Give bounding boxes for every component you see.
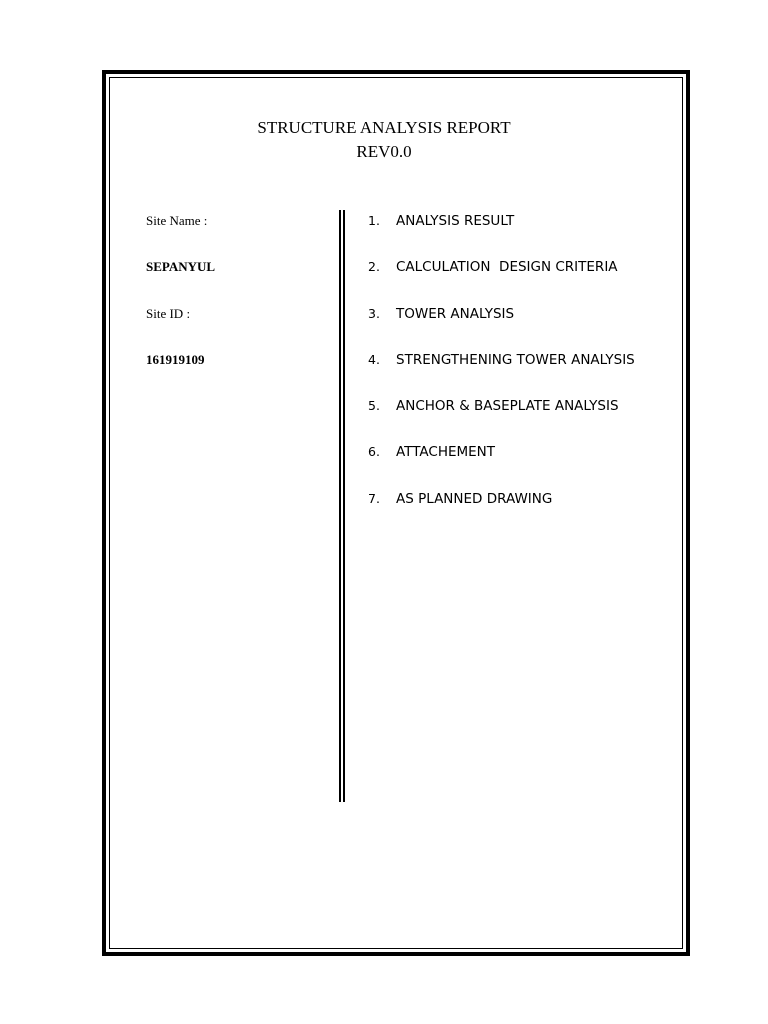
list-item-text: CALCULATION DESIGN CRITERIA — [396, 259, 618, 276]
list-item-number: 2. — [368, 259, 380, 275]
site-id-value: 161919109 — [146, 352, 205, 367]
list-item — [368, 490, 553, 536]
page-border-inner — [109, 77, 683, 949]
list-item — [368, 397, 619, 443]
report-revision: REV0.0 — [356, 142, 412, 161]
site-name-label: Site Name : — [146, 213, 208, 228]
list-item — [368, 351, 635, 397]
list-item — [368, 258, 618, 304]
list-item — [368, 212, 515, 258]
list-item-number: 6. — [368, 444, 380, 460]
page-border — [102, 70, 690, 956]
list-item-text: AS PLANNED DRAWING — [396, 490, 553, 507]
list-item-number: 3. — [368, 305, 380, 321]
column-divider — [339, 210, 345, 802]
contents-list — [368, 212, 635, 536]
list-item-text: TOWER ANALYSIS — [396, 305, 515, 322]
list-item — [368, 305, 515, 351]
list-item-text: STRENGTHENING TOWER ANALYSIS — [396, 351, 635, 368]
list-item-text: ATTACHEMENT — [396, 444, 496, 461]
list-item-number: 1. — [368, 213, 380, 228]
list-item-number: 7. — [368, 490, 380, 506]
list-item-text: ANCHOR & BASEPLATE ANALYSIS — [396, 398, 619, 415]
site-id-label: Site ID : — [146, 306, 191, 321]
list-item-number: 4. — [368, 351, 380, 367]
site-name-value: SEPANYUL — [146, 259, 216, 274]
list-item-number: 5. — [368, 398, 380, 414]
list-item — [368, 443, 496, 489]
report-title: STRUCTURE ANALYSIS REPORT — [257, 118, 511, 137]
list-item-text: ANALYSIS RESULT — [396, 213, 515, 229]
